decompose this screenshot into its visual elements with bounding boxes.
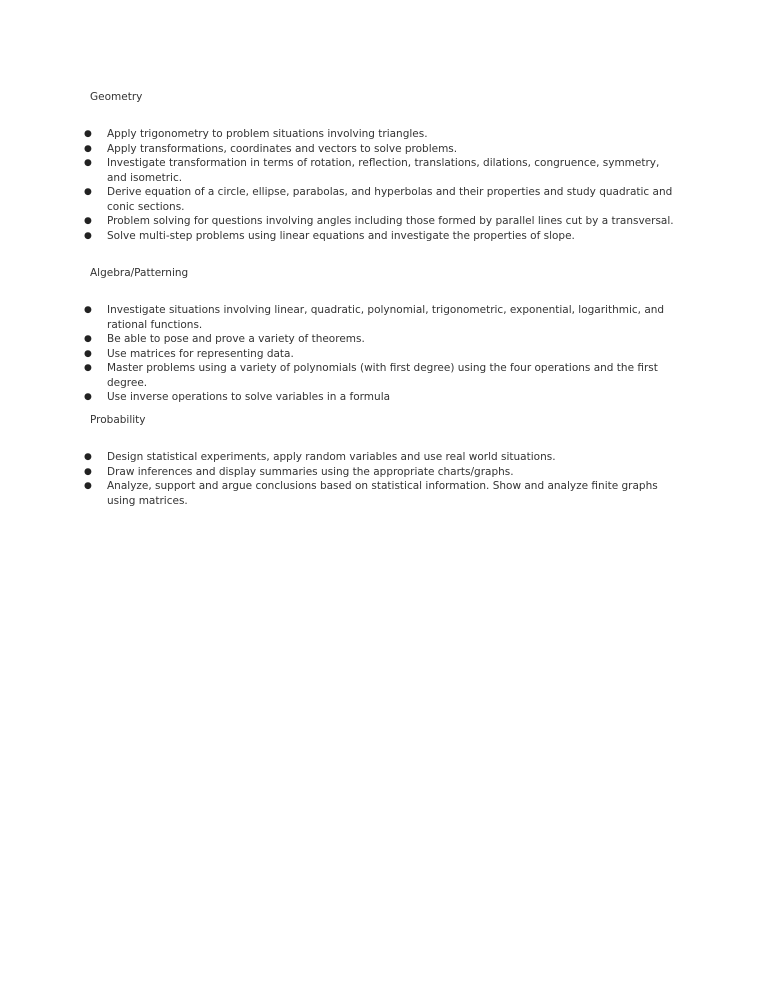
bullet-icon: ●: [84, 452, 92, 462]
list-item-text: Derive equation of a circle, ellipse, parabolas, and hyperbolas and their properties and study quadratic and conic sections.: [107, 186, 673, 213]
bullet-icon: ●: [84, 348, 92, 359]
list-item: [0, 347, 677, 362]
algebra-list: [0, 303, 768, 405]
list-item: [0, 465, 677, 480]
list-item-text: Investigate transformation in terms of rotation, reflection, translations, dilations, congruence, symmetry, and isometric.: [107, 157, 660, 184]
list-item: [0, 142, 677, 157]
section-heading-probability: Probability: [90, 414, 146, 426]
section-heading-algebra: Algebra/Patterning: [90, 267, 189, 279]
list-item-text: Problem solving for questions involving angles including those formed by parallel lines cut by a transversal.: [107, 215, 674, 227]
list-item-text: Use matrices for representing data.: [107, 347, 294, 360]
list-item-text: Use inverse operations to solve variables in a formula: [107, 391, 391, 403]
list-item: [0, 479, 677, 508]
list-item-text: Apply transformations, coordinates and vectors to solve problems.: [107, 142, 458, 155]
list-item-text: Master problems using a variety of polynomials (with first degree) using the four operations and the first degree.: [107, 362, 658, 389]
bullet-icon: ●: [84, 230, 92, 241]
list-item: [0, 229, 677, 244]
list-item-text: Solve multi-step problems using linear equations and investigate the properties of slope.: [107, 229, 575, 242]
list-item-text: Draw inferences and display summaries using the appropriate charts/graphs.: [107, 465, 514, 478]
probability-list: [0, 450, 768, 508]
bullet-icon: ●: [84, 305, 92, 315]
list-item: [0, 361, 677, 390]
list-item: [0, 214, 677, 229]
list-item: [0, 156, 677, 185]
list-item-text: Be able to pose and prove a variety of theorems.: [107, 333, 365, 345]
section-heading-geometry: Geometry: [90, 91, 143, 103]
list-item-text: Investigate situations involving linear, quadratic, polynomial, trigonometric, exponential, logarithmic, and rational functions.: [107, 304, 665, 331]
list-item-text: Design statistical experiments, apply random variables and use real world situations.: [107, 451, 556, 463]
bullet-icon: ●: [84, 129, 92, 139]
bullet-icon: ●: [84, 187, 92, 197]
bullet-icon: ●: [84, 466, 92, 477]
bullet-icon: ●: [84, 363, 92, 373]
list-item-text: Apply trigonometry to problem situations involving triangles.: [107, 128, 428, 140]
list-item-text: Analyze, support and argue conclusions based on statistical information. Show and analyze finite graphs using matrices.: [107, 480, 658, 507]
geometry-list: [0, 127, 768, 243]
bullet-icon: ●: [84, 158, 92, 168]
bullet-icon: ●: [84, 216, 92, 226]
list-item: [0, 332, 677, 347]
list-item: [0, 450, 677, 465]
bullet-icon: ●: [84, 481, 92, 491]
list-item: [0, 185, 677, 214]
list-item: [0, 390, 677, 405]
list-item: [0, 127, 677, 142]
list-item: [0, 303, 677, 332]
bullet-icon: ●: [84, 334, 92, 344]
bullet-icon: ●: [84, 392, 92, 402]
bullet-icon: ●: [84, 143, 92, 154]
